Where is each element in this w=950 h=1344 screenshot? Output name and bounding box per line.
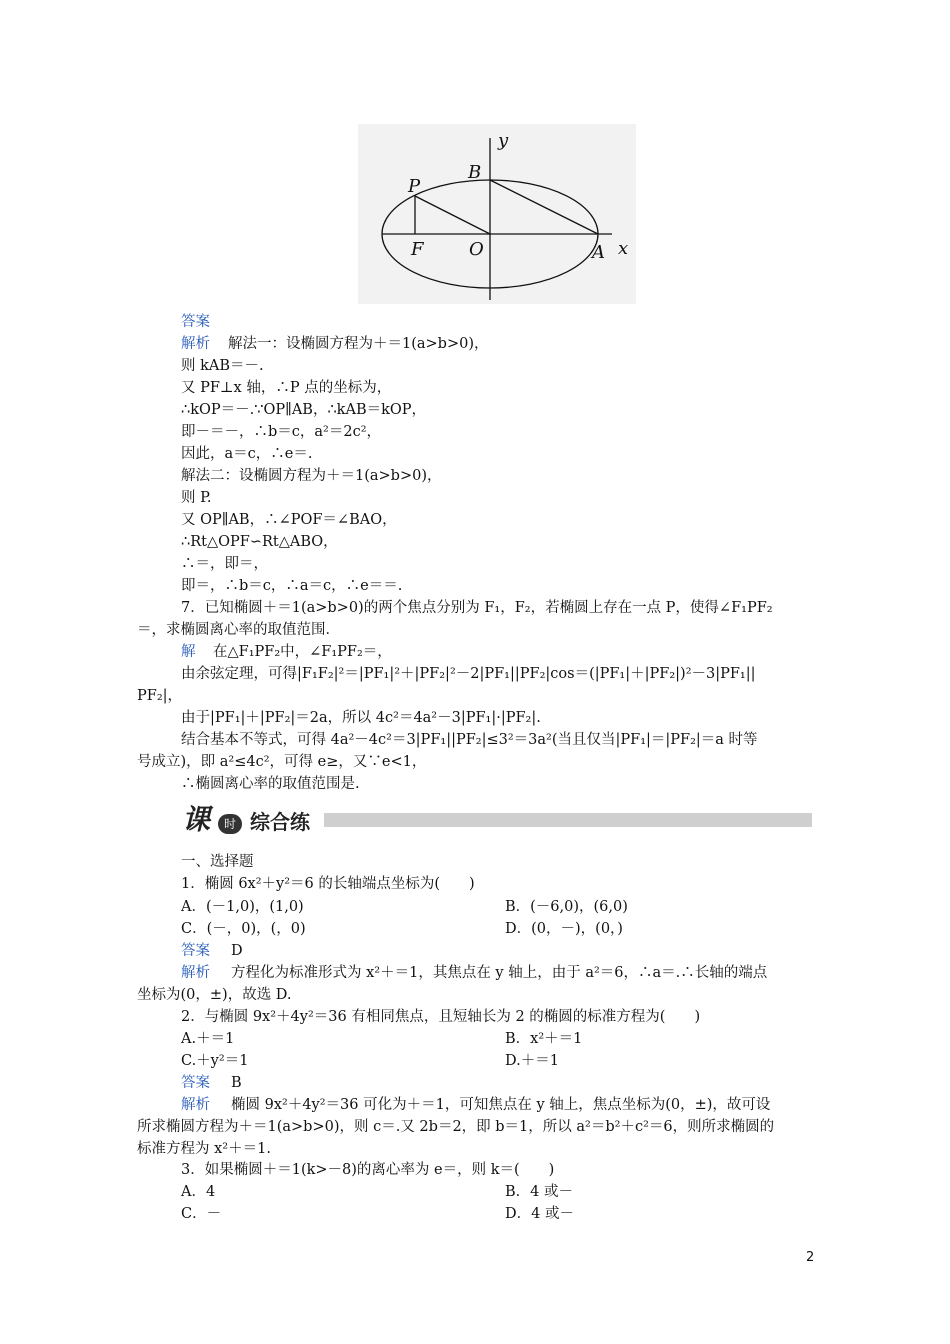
solution6-line: ∴＝，即＝， (181, 556, 268, 572)
solution6-line: ∴kOP＝－.∵OP∥AB，∴kAB＝kOP， (181, 402, 427, 418)
q2-analysis-cont: 标准方程为 x²＋＝1. (137, 1141, 271, 1157)
q1-analysis-cont: 坐标为(0，±)，故选 D. (137, 987, 292, 1003)
label-B: B (468, 162, 482, 183)
lesson-badge: 时 (218, 814, 242, 834)
q1-answer: D (231, 943, 243, 959)
page-number: 2 (806, 1250, 815, 1265)
solution6-line: 又 OP∥AB，∴∠POF＝∠BAO， (181, 512, 397, 528)
q2-analysis: 椭圆 9x²＋4y²＝36 可化为＋＝1，可知焦点在 y 轴上，焦点坐标为(0，±)，故可设 (231, 1097, 771, 1113)
ellipse-diagram (358, 124, 636, 304)
q2-answer: B (231, 1075, 242, 1091)
q1-option-d: D．(0，－)，(0，) (505, 921, 623, 937)
q1-answer-label: 答案 (181, 943, 210, 959)
q2-analysis-cont: 所求椭圆方程为＋＝1(a>b>0)，则 c＝.又 2b＝2，即 b＝1，所以 a²＝b²＋c²＝6，则所求椭圆的 (137, 1119, 775, 1135)
solution6-line: 即－＝－，∴b＝c，a²＝2c²， (181, 424, 382, 440)
q1-analysis-label: 解析 (181, 965, 210, 981)
problem7-line: ∴椭圆离心率的取值范围是. (181, 776, 360, 792)
solution6-line: 则 P. (181, 490, 212, 506)
q2-analysis-label: 解析 (181, 1097, 210, 1113)
solution6-line: ∴Rt△OPF∽Rt△ABO， (181, 534, 338, 550)
q1-option-a: A．(－1,0)，(1,0) (181, 899, 304, 915)
analysis-label-6: 解析 (181, 336, 210, 352)
label-O: O (469, 239, 484, 260)
q2-option-a: A.＋＝1 (181, 1031, 235, 1047)
label-x: x (618, 238, 629, 259)
label-y: y (498, 130, 509, 151)
problem7-line: 结合基本不等式，可得 4a²－4c²＝3|PF₁||PF₂|≤3²＝3a²(当且仅当|PF₁|＝|PF₂|＝a 时等 (181, 732, 758, 748)
q2-stem: 2．与椭圆 9x²＋4y²＝36 有相同焦点，且短轴长为 2 的椭圆的标准方程为( ) (181, 1009, 701, 1025)
ellipse-figure (358, 124, 636, 304)
problem7-line: 由余弦定理，可得|F₁F₂|²＝|PF₁|²＋|PF₂|²－2|PF₁||PF₂|cos＝(|PF₁|＋|PF₂|)²－3|PF₁|| (181, 666, 756, 682)
section-banner (178, 796, 812, 842)
label-A: A (592, 242, 605, 263)
q1-stem: 1．椭圆 6x²＋y²＝6 的长轴端点坐标为( ) (181, 876, 475, 892)
banner-bar (324, 813, 812, 827)
problem7-solution-label: 解 (181, 644, 196, 660)
q1-option-b: B．(－6,0)，(6,0) (505, 899, 628, 915)
q3-option-c: C．－ (181, 1206, 222, 1222)
q2-option-c: C.＋y²＝1 (181, 1053, 249, 1069)
problem7-line: 号成立)，即 a²≤4c²，可得 e≥，又∵e<1， (137, 754, 427, 770)
problem7-line: 在△F₁PF₂中，∠F₁PF₂＝， (213, 644, 392, 660)
banner-title: 综合练 (250, 810, 310, 834)
solution6-line: 又 PF⊥x 轴，∴P 点的坐标为， (181, 380, 392, 396)
lesson-icon: 课 (182, 803, 211, 836)
solution6-line: 则 kAB＝－. (181, 358, 264, 374)
q2-option-b: B．x²＋＝1 (505, 1031, 583, 1047)
problem7-line: 由于|PF₁|＋|PF₂|＝2a，所以 4c²＝4a²－3|PF₁|·|PF₂|. (181, 710, 541, 726)
q2-answer-label: 答案 (181, 1075, 210, 1091)
solution6-line: 解法二：设椭圆方程为＋＝1(a>b>0)， (181, 468, 442, 484)
problem7-question: 7．已知椭圆＋＝1(a>b>0)的两个焦点分别为 F₁，F₂，若椭圆上存在一点 P，使得∠F₁PF₂ (181, 600, 773, 616)
label-F: F (411, 239, 424, 260)
q3-option-b: B．4 或－ (505, 1184, 573, 1200)
q1-option-c: C．(－，0)，(，0) (181, 921, 306, 937)
problem7-question-cont: ＝，求椭圆离心率的取值范围． (137, 622, 340, 638)
segment-PO (415, 196, 490, 234)
q1-analysis: 方程化为标准形式为 x²＋＝1，其焦点在 y 轴上，由于 a²＝6，∴a＝.∴长轴的端点 (231, 965, 768, 981)
q3-option-a: A．4 (181, 1184, 216, 1200)
solution6-line: 解法一：设椭圆方程为＋＝1(a>b>0)， (228, 336, 489, 352)
section-heading: 一、选择题 (181, 854, 254, 870)
solution6-line: 因此，a＝c，∴e＝. (181, 446, 313, 462)
label-P: P (408, 176, 421, 197)
segment-BA (490, 180, 598, 234)
problem7-line: PF₂|， (137, 688, 183, 704)
answer-label-6: 答案 (181, 314, 210, 330)
q3-option-d: D．4 或－ (505, 1206, 574, 1222)
q3-stem: 3．如果椭圆＋＝1(k>－8)的离心率为 e＝，则 k＝( ) (181, 1162, 555, 1178)
q2-option-d: D.＋＝1 (505, 1053, 559, 1069)
solution6-line: 即＝，∴b＝c，∴a＝c，∴e＝＝. (181, 578, 403, 594)
